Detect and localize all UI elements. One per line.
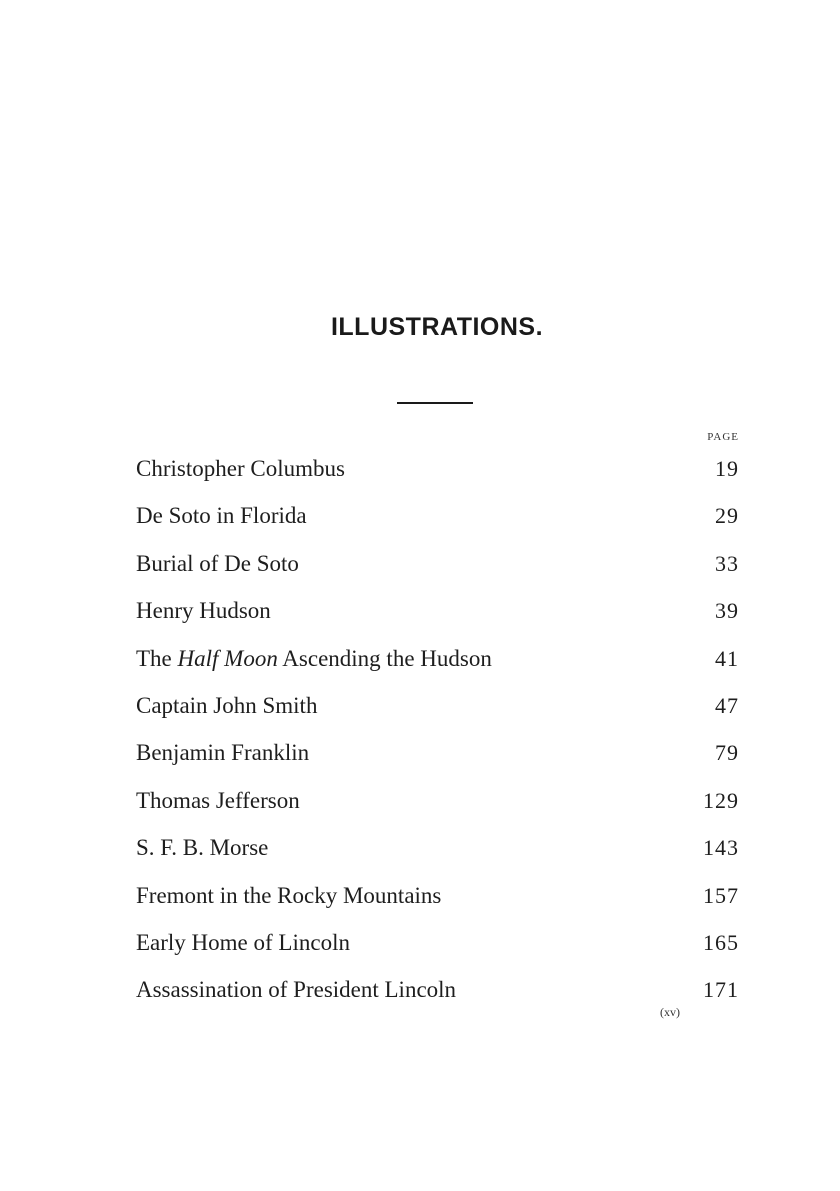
- page-column-label: PAGE: [707, 431, 739, 443]
- list-item[interactable]: [136, 740, 739, 787]
- entry-title: Fremont in the Rocky Mountains: [136, 882, 442, 908]
- title-rule: [397, 402, 473, 404]
- list-item[interactable]: [136, 788, 739, 835]
- list-item[interactable]: [136, 598, 739, 645]
- list-item[interactable]: [136, 930, 739, 977]
- entry-title-italic: Half Moon: [177, 645, 278, 671]
- list-item[interactable]: [136, 646, 739, 693]
- entry-page: 171: [703, 977, 739, 1003]
- page-folio: (xv): [660, 1005, 680, 1019]
- entry-page: 33: [715, 550, 739, 576]
- entry-title: De Soto in Florida: [136, 503, 307, 529]
- entry-title: Henry Hudson: [136, 598, 271, 624]
- list-item[interactable]: [136, 456, 739, 503]
- entry-title-prefix: The: [136, 645, 178, 671]
- entry-title: Captain John Smith: [136, 692, 318, 718]
- list-item[interactable]: [136, 551, 739, 598]
- entry-page: 29: [715, 503, 739, 529]
- entry-page: 39: [715, 598, 739, 624]
- entry-title: Early Home of Lincoln: [136, 929, 350, 955]
- list-item[interactable]: [136, 503, 739, 550]
- entry-title: Burial of De Soto: [136, 550, 299, 576]
- entry-title: Benjamin Franklin: [136, 740, 310, 766]
- list-item[interactable]: [136, 693, 739, 740]
- page-title: ILLUSTRATIONS.: [330, 313, 544, 341]
- entry-page: 41: [715, 645, 739, 671]
- entry-title: Thomas Jefferson: [136, 787, 300, 813]
- entry-page: 79: [715, 740, 739, 766]
- entry-title: Christopher Columbus: [136, 456, 345, 481]
- entry-page: 129: [703, 787, 739, 813]
- entry-title: S. F. B. Morse: [136, 835, 269, 861]
- entry-page: 143: [703, 835, 739, 861]
- entry-title-suffix: Ascending the Hudson: [277, 645, 492, 671]
- entry-page: 47: [715, 692, 739, 718]
- entry-page: 157: [703, 882, 739, 908]
- entry-page: 165: [703, 929, 739, 955]
- list-item[interactable]: [136, 977, 739, 1024]
- list-item[interactable]: [136, 883, 739, 930]
- illustrations-list: [136, 456, 739, 1025]
- entry-page: 19: [715, 456, 739, 481]
- entry-title: Assassination of President Lincoln: [136, 977, 457, 1003]
- entry-title: [136, 646, 492, 672]
- list-item[interactable]: [136, 835, 739, 882]
